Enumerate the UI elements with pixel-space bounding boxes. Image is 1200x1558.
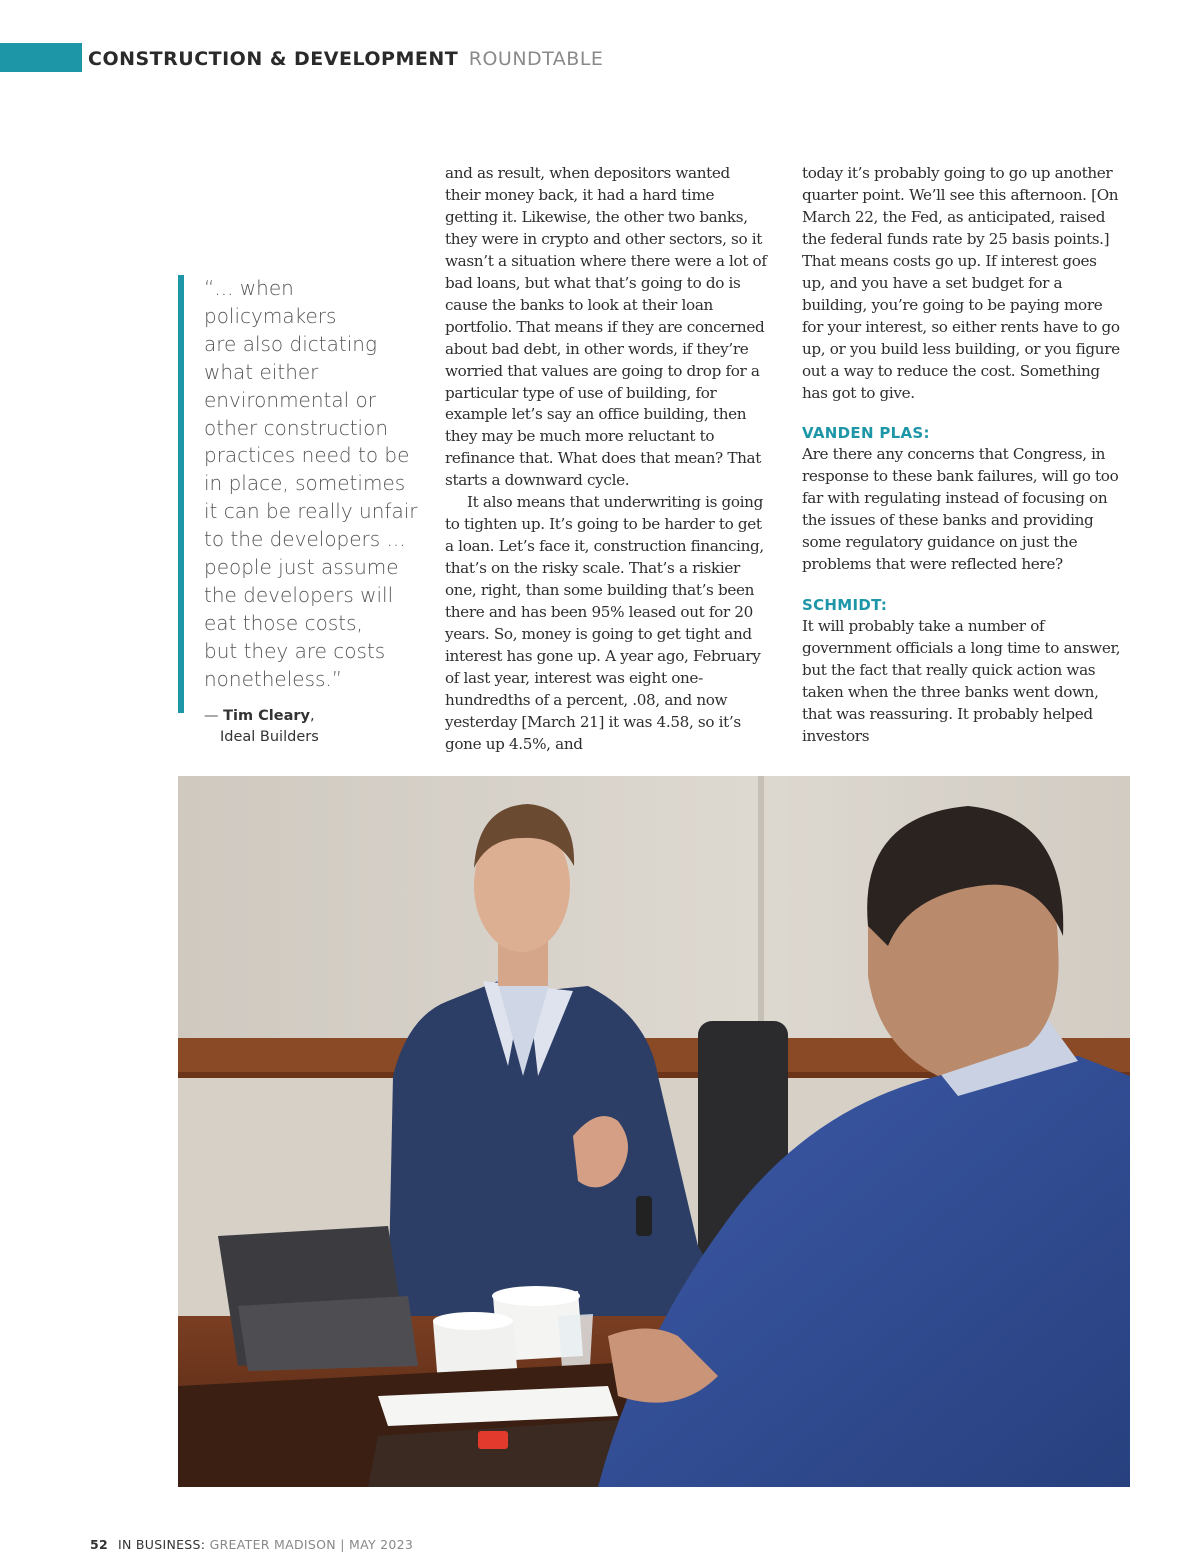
attribution-comma: , [309, 707, 315, 724]
article-paragraph: Are there any concerns that Congress, in response to these bank failures, will go too far with regulating instead of focusing on the issues of these banks and providing some regulatory guidance on just the problems that were reflected here? [802, 445, 1119, 574]
section-title: CONSTRUCTION & DEVELOPMENT [88, 48, 459, 70]
article-paragraph: and as result, when depositors wanted their money back, it had a hard time getting it. Likewise, the other two banks, they were in crypto and other sectors, so it wasn’t a situation where there were a lot of bad loans, but what that’s going to do is cause the banks to look at their loan portfolio. That means if they are concerned about bad debt, in other words, if they’re worried that values are going to drop for a particular type of use of building, for example let’s say an office building, then they may be much more reluctant to refinance that. What does that mean? That starts a downward cycle. [445, 164, 767, 490]
footer-separator: | [340, 1537, 345, 1552]
article-paragraph: It will probably take a number of government officials a long time to answer, but the fact that really quick action was taken when the three banks went down, that was reassuring. It probably helped investors [802, 617, 1121, 745]
pull-quote-text: “... when policymakers are also dictating what either environmental or other construction practices need to be in place, sometimes it can be really unfair to the developers ... people just assume the developers will eat those costs, but they are costs nonetheless.” [204, 276, 418, 691]
article-column-1 [445, 163, 767, 756]
page-footer [90, 1535, 413, 1555]
page-number: 52 [90, 1537, 108, 1552]
magazine-name: IN BUSINESS: [118, 1537, 206, 1552]
pull-quote-attribution [204, 706, 418, 748]
section-header [88, 45, 603, 73]
speaker-label: SCHMIDT: [802, 596, 888, 615]
issue-date: MAY 2023 [348, 1537, 414, 1552]
article-paragraph: today it’s probably going to go up another quarter point. We’ll see this afternoon. [On March 22, the Fed, as anticipated, raised the federal funds rate by 25 basis points.] That means costs go up. If interest goes up, and you have a set budget for a building, you’re going to be paying more for your interest, so either rents have to go up, or you build less building, or you figure out a way to reduce the cost. Something has got to give. [802, 164, 1120, 402]
attribution-company: Ideal Builders [220, 728, 319, 745]
speaker-label: VANDEN PLAS: [802, 424, 930, 443]
attribution-name: Tim Cleary [223, 707, 310, 724]
roundtable-photo [178, 776, 1130, 1487]
pull-quote [178, 275, 418, 745]
section-subtitle: ROUNDTABLE [468, 48, 604, 70]
article-column-2 [802, 163, 1124, 748]
article-paragraph: It also means that underwriting is going to tighten up. It’s going to be harder to get a loan. Let’s face it, construction financing, that’s on the risky scale. That’s a riskier one, right, than some building that’s been there and has been 95% leased out for 20 years. So, money is going to get tight and interest has gone up. A year ago, February of last year, interest was eight one-hundredths of a percent, .08, and now yesterday [March 21] it was 4.58, so it’s gone up 4.5%, and [445, 493, 764, 753]
attribution-dash: — [204, 707, 224, 724]
header-accent-bar [0, 43, 82, 72]
magazine-edition: GREATER MADISON [209, 1537, 336, 1552]
